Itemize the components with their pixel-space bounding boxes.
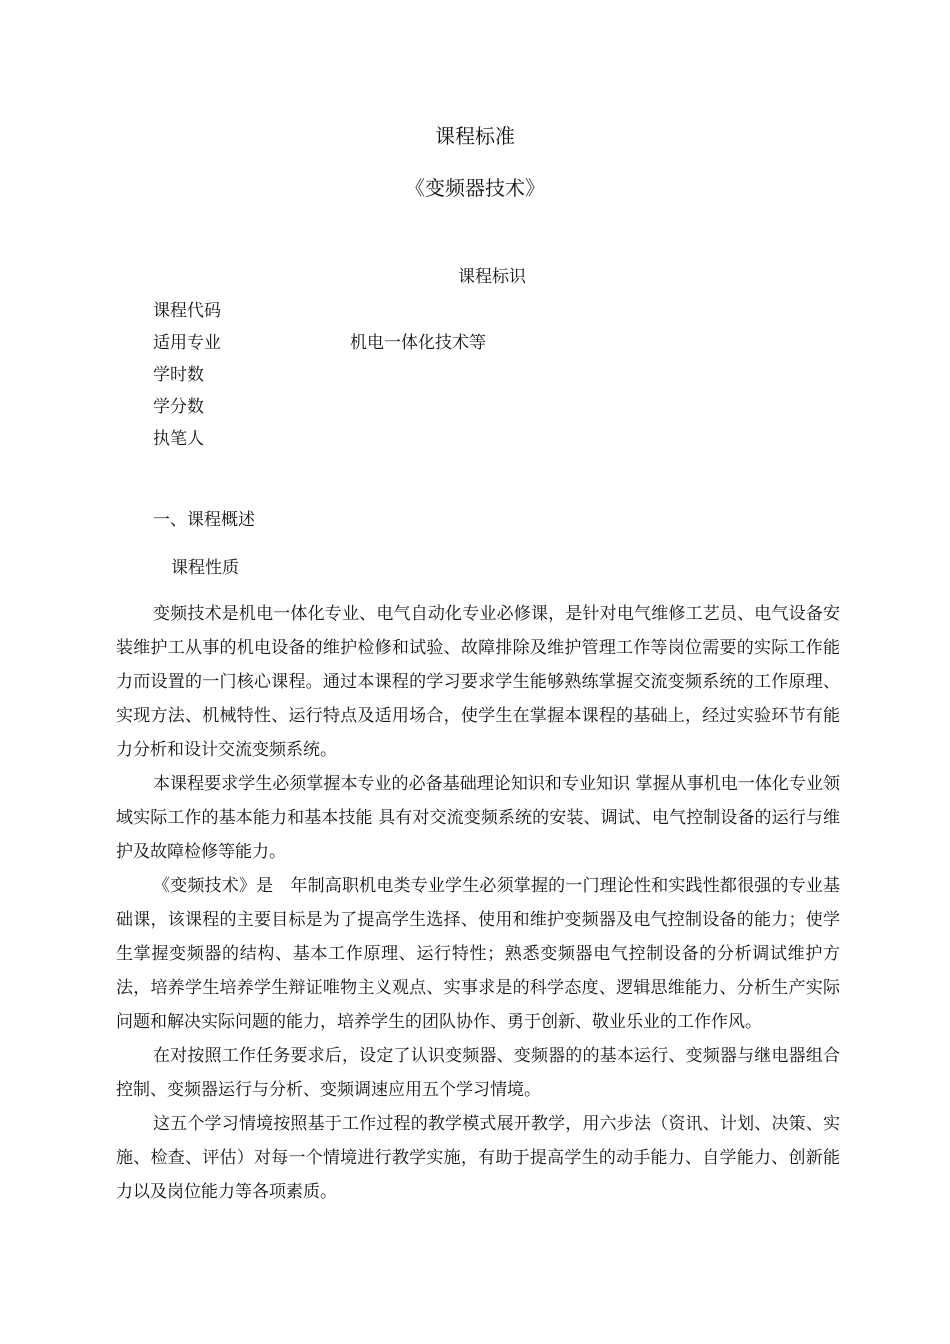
section-heading: 一、课程概述 [153, 510, 255, 530]
id-value: 机电一体化技术等 [350, 332, 486, 353]
id-label: 适用专业 [153, 332, 221, 353]
paragraph: 本课程要求学生必须掌握本专业的必备基础理论知识和专业知识 掌握从事机电一体化专业领域实际工作的基本能力和基本技能 具有对交流变频系统的安装、调试、电气控制设备的运行与维护及故障检修等能力。 [116, 774, 840, 862]
id-label: 课程代码 [153, 300, 221, 321]
id-label: 学分数 [153, 396, 204, 417]
paragraph: 《变频技术》是 年制高职机电类专业学生必须掌握的一门理论性和实践性都很强的专业基础课，该课程的主要目标是为了提高学生选择、使用和维护变频器及电气控制设备的能力；使学生掌握变频器的结构、基本工作原理、运行特性；熟悉变频器电气控制设备的分析调试维护方法，培养学生培养学生辩证唯物主义观点、实事求是的科学态度、逻辑思维能力、分析生产实际问题和解决实际问题的能力，培养学生的团队协作、勇于创新、敬业乐业的工作作风。 [116, 876, 840, 1032]
course-name: 《变频器技术》 [405, 176, 545, 200]
identification-table [153, 292, 486, 452]
body-text [116, 597, 840, 1209]
id-row-author [153, 420, 486, 452]
paragraph: 在对按照工作任务要求后，设定了认识变频器、变频器的的基本运行、变频器与继电器组合控制、变频器运行与分析、变频调速应用五个学习情境。 [116, 1046, 840, 1100]
paragraph: 变频技术是机电一体化专业、电气自动化专业必修课，是针对电气维修工艺员、电气设备安装维护工从事的机电设备的维护检修和试验、故障排除及维护管理工作等岗位需要的实际工作能力而设置的一门核心课程。通过本课程的学习要求学生能够熟练掌握交流变频系统的工作原理、实现方法、机械特性、运行特点及适用场合，使学生在掌握本课程的基础上，经过实验环节有能力分析和设计交流变频系统。 [116, 604, 840, 760]
identification-heading: 课程标识 [458, 267, 526, 287]
id-label: 学时数 [153, 364, 204, 385]
id-row-hours [153, 356, 486, 388]
id-row-course-code [153, 292, 486, 324]
id-row-major [153, 324, 486, 356]
document-title: 课程标准 [435, 124, 515, 148]
id-row-credits [153, 388, 486, 420]
subsection-heading: 课程性质 [171, 558, 239, 578]
paragraph: 这五个学习情境按照基于工作过程的教学模式展开教学，用六步法（资讯、计划、决策、实施、检查、评估）对每一个情境进行教学实施，有助于提高学生的动手能力、自学能力、创新能力以及岗位能力等各项素质。 [116, 1114, 840, 1202]
id-label: 执笔人 [153, 428, 204, 449]
